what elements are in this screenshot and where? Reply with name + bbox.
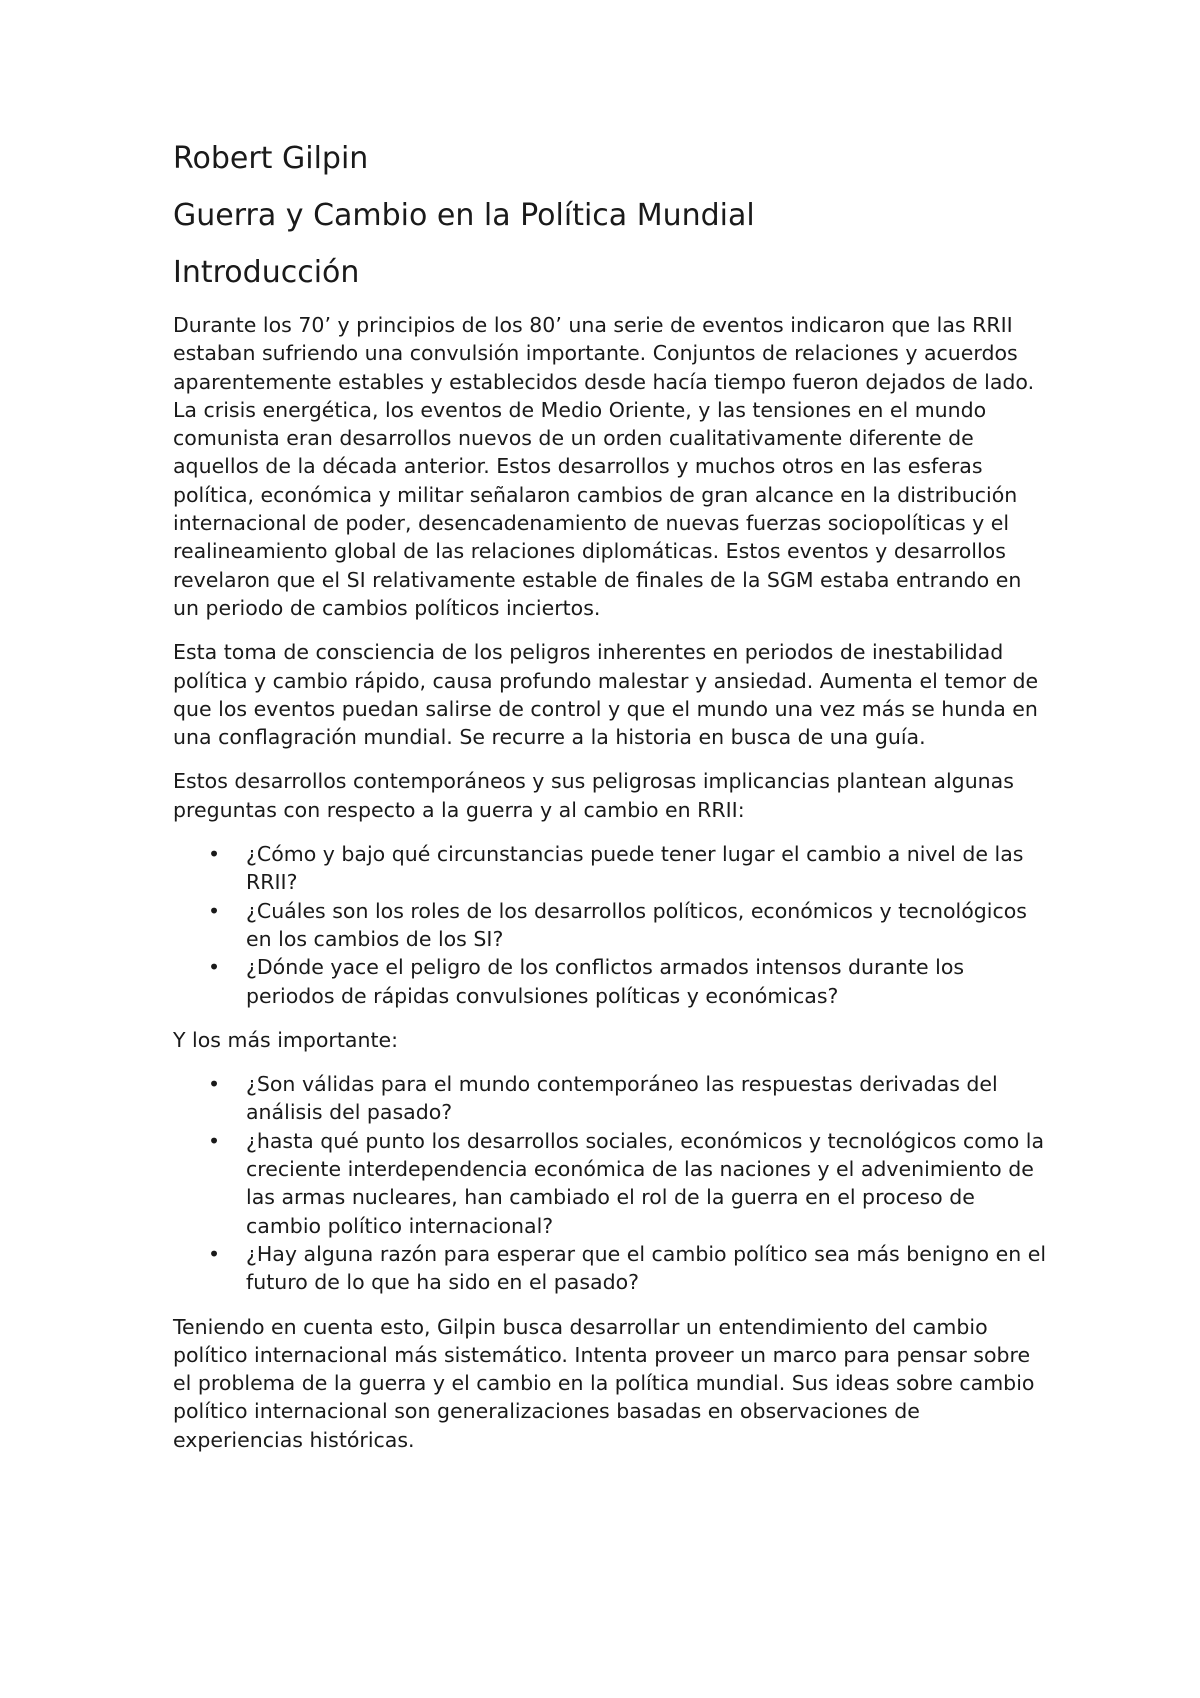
questions-list-2	[173, 1070, 1053, 1296]
bullet-icon: •	[208, 1128, 221, 1153]
paragraph-3: Estos desarrollos contemporáneos y sus peligrosas implicancias plantean algunas preguntas con respecto a la guerra y al cambio en RRII:	[173, 769, 1014, 822]
list-item-text: ¿Cómo y bajo qué circunstancias puede tener lugar el cambio a nivel de las RRII?	[246, 842, 1024, 895]
list-item	[173, 1240, 1053, 1297]
bullet-icon: •	[208, 1241, 221, 1266]
questions-list-1	[173, 840, 1053, 1010]
bullet-icon: •	[208, 955, 221, 980]
bullet-icon: •	[208, 842, 221, 867]
list-item-text: ¿Son válidas para el mundo contemporáneo las respuestas derivadas del análisis del pasado?	[246, 1072, 998, 1125]
list-item	[173, 953, 1053, 1010]
paragraph-1: Durante los 70’ y principios de los 80’ una serie de eventos indicaron que las RRII estaban sufriendo una convulsión importante. Conjuntos de relaciones y acuerdos aparentemente estables y establecidos desde hacía tiempo fueron dejados de lado. La crisis energética, los eventos de Medio Oriente, y las tensiones en el mundo comunista eran desarrollos nuevos de un orden cualitativamente diferente de aquellos de la década anterior. Estos desarrollos y muchos otros en las esferas política, económica y militar señalaron cambios de gran alcance en la distribución internacional de poder, desencadenamiento de nuevas fuerzas sociopolíticas y el realineamiento global de las relaciones diplomáticas. Estos eventos y desarrollos revelaron que el SI relativamente estable de finales de la SGM estaba entrando en un periodo de cambios políticos inciertos.	[173, 313, 1035, 620]
list-item	[173, 1127, 1053, 1240]
list-item	[173, 840, 1053, 897]
conclusion-paragraph: Teniendo en cuenta esto, Gilpin busca desarrollar un entendimiento del cambio político internacional más sistemático. Intenta proveer un marco para pensar sobre el problema de la guerra y el cambio en la política mundial. Sus ideas sobre cambio político internacional son generalizaciones basadas en observaciones de experiencias históricas.	[173, 1314, 1035, 1452]
document-author: Robert Gilpin	[173, 141, 369, 176]
document-title: Guerra y Cambio en la Política Mundial	[173, 198, 755, 233]
bullet-icon: •	[208, 1072, 221, 1097]
transition-text: Y los más importante:	[173, 1027, 398, 1052]
list-item-text: ¿hasta qué punto los desarrollos sociales, económicos y tecnológicos como la creciente interdependencia económica de las naciones y el advenimiento de las armas nucleares, han cambiado el rol de la guerra en el proceso de cambio político internacional?	[246, 1128, 1045, 1238]
list-item-text: ¿Dónde yace el peligro de los conflictos armados intensos durante los periodos de rápidas convulsiones políticas y económicas?	[246, 955, 965, 1008]
list-item	[173, 897, 1053, 954]
list-item-text: ¿Cuáles son los roles de los desarrollos políticos, económicos y tecnológicos en los cambios de los SI?	[246, 898, 1027, 951]
section-heading: Introducción	[173, 255, 360, 290]
bullet-icon: •	[208, 898, 221, 923]
list-item-text: ¿Hay alguna razón para esperar que el cambio político sea más benigno en el futuro de lo que ha sido en el pasado?	[246, 1241, 1047, 1295]
paragraph-2: Esta toma de consciencia de los peligros inherentes en periodos de inestabilidad política y cambio rápido, causa profundo malestar y ansiedad. Aumenta el temor de que los eventos puedan salirse de control y que el mundo una vez más se hunda en una conflagración mundial. Se recurre a la historia en busca de una guía.	[173, 640, 1039, 750]
document-page	[173, 140, 1053, 1470]
list-item	[173, 1070, 1053, 1127]
